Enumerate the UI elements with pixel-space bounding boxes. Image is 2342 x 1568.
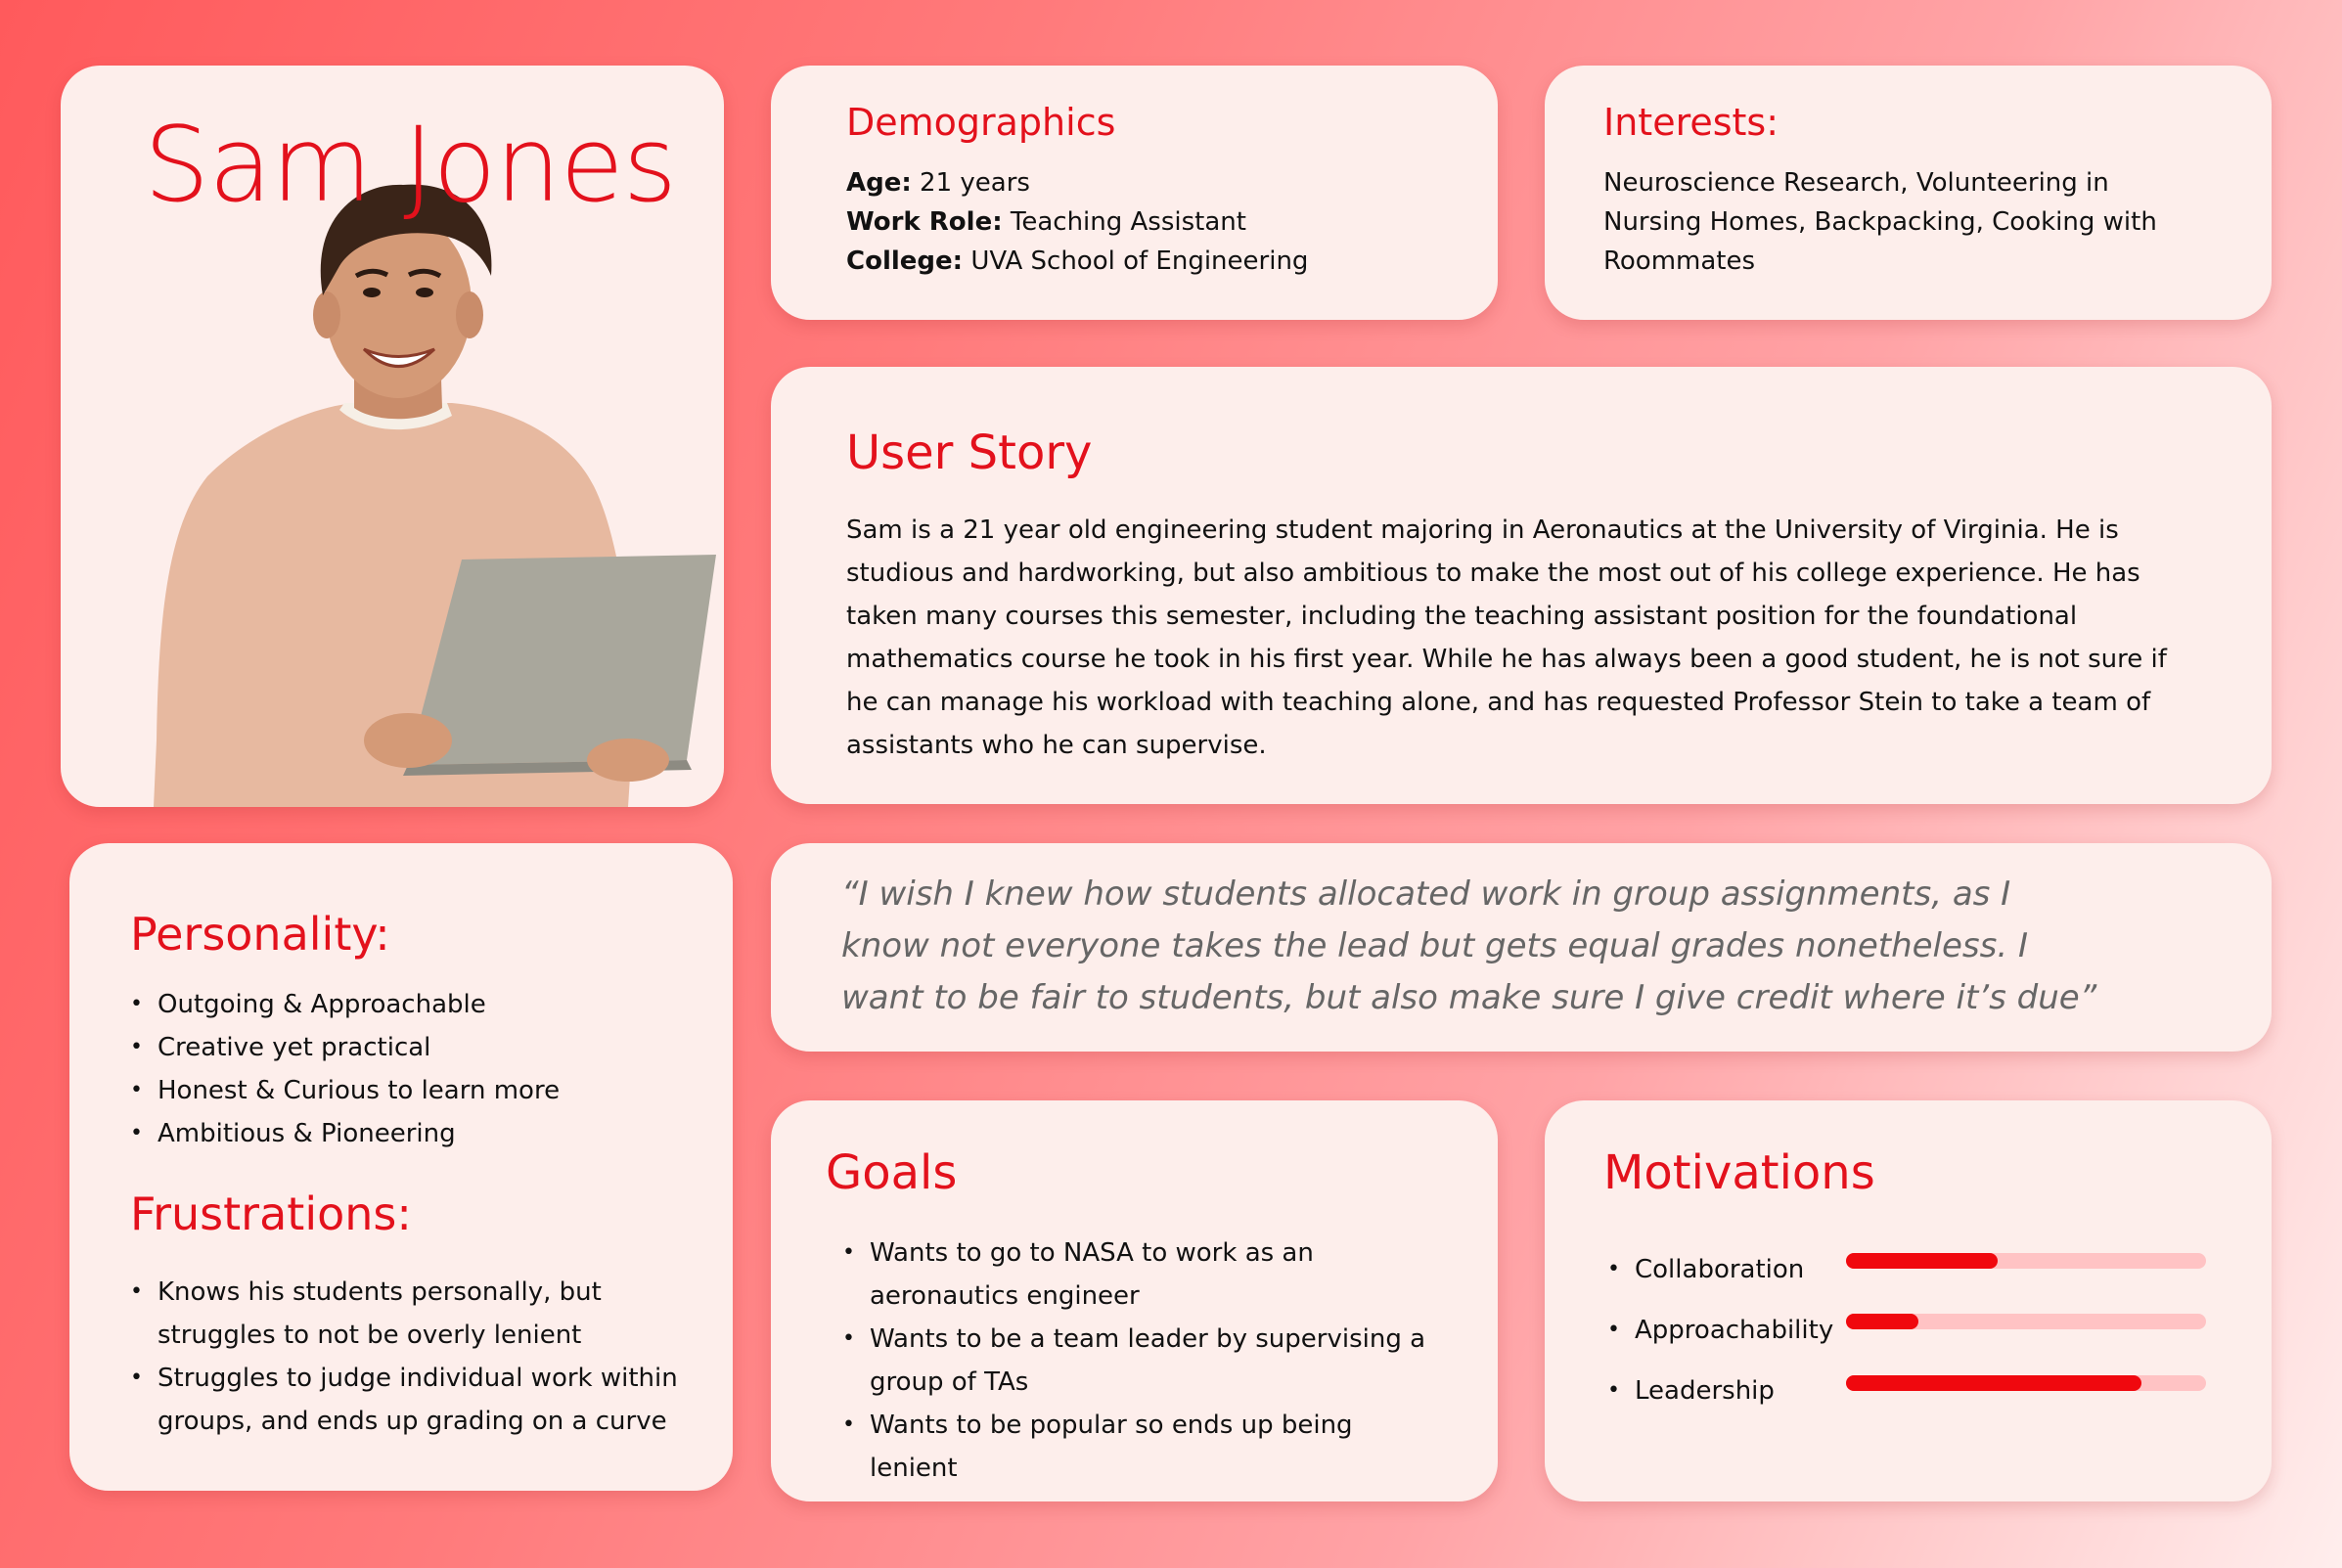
- demographics-title: Demographics: [846, 101, 1116, 144]
- role-label: Work Role:: [846, 207, 1003, 237]
- list-item: • Wants to be popular so ends up being lenient: [842, 1404, 1429, 1490]
- approachability-bar-fill: [1846, 1314, 1918, 1329]
- personality-list: [130, 983, 707, 1155]
- list-item: • Wants to go to NASA to work as an aeronautics engineer: [842, 1232, 1429, 1318]
- approachability-bar: [1846, 1314, 2206, 1329]
- leadership-bar-fill: [1846, 1375, 2141, 1391]
- list-item: • Leadership: [1607, 1361, 1901, 1421]
- motivations-title: Motivations: [1603, 1145, 1875, 1200]
- interests-card: [1545, 66, 2272, 320]
- list-item: • Struggles to judge individual work within groups, and ends up grading on a curve: [130, 1357, 678, 1443]
- frustrations-title: Frustrations:: [130, 1187, 412, 1240]
- leadership-bar: [1846, 1375, 2206, 1391]
- list-item: • Wants to be a team leader by supervising a group of TAs: [842, 1318, 1429, 1404]
- role-value: Teaching Assistant: [1010, 207, 1246, 237]
- collaboration-bar: [1846, 1253, 2206, 1269]
- interests-title: Interests:: [1603, 101, 1779, 144]
- list-item: • Collaboration: [1607, 1239, 1901, 1300]
- profile-card: [61, 66, 724, 807]
- demographics-list: [846, 163, 1308, 281]
- personality-card: [69, 843, 733, 1491]
- personality-title: Personality:: [130, 908, 390, 961]
- list-item: • Creative yet practical: [130, 1026, 707, 1069]
- persona-name: Sam Jones: [144, 105, 676, 225]
- list-item: • Outgoing & Approachable: [130, 983, 707, 1026]
- list-item: • Ambitious & Pioneering: [130, 1112, 707, 1155]
- age-label: Age:: [846, 168, 912, 198]
- college-row: [846, 242, 1308, 281]
- college-value: UVA School of Engineering: [970, 246, 1309, 276]
- motivations-card: [1545, 1100, 2272, 1501]
- role-row: [846, 202, 1308, 242]
- demographics-card: [771, 66, 1498, 320]
- collaboration-bar-fill: [1846, 1253, 1998, 1269]
- age-value: 21 years: [920, 168, 1030, 198]
- list-item: • Honest & Curious to learn more: [130, 1069, 707, 1112]
- age-row: [846, 163, 1308, 202]
- quote-text: “I wish I knew how students allocated work in group assignments, as I know not everyone takes the lead but gets equal grades nonetheless. I want to be fair to students, but also make sure I give credit where it’s due”: [841, 874, 2097, 1017]
- frustrations-list: [130, 1271, 678, 1443]
- interests-text: Neuroscience Research, Volunteering in Nursing Homes, Backpacking, Cooking with Roommates: [1603, 168, 2157, 276]
- list-item: • Knows his students personally, but struggles to not be overly lenient: [130, 1271, 678, 1357]
- quote-card: [771, 843, 2272, 1052]
- college-label: College:: [846, 246, 964, 276]
- goals-title: Goals: [826, 1145, 958, 1200]
- goals-list: [842, 1232, 1429, 1490]
- user-story-card: [771, 367, 2272, 804]
- user-story-title: User Story: [846, 426, 1093, 480]
- goals-card: [771, 1100, 1498, 1501]
- list-item: • Approachability: [1607, 1300, 1901, 1361]
- user-story-text: Sam is a 21 year old engineering student majoring in Aeronautics at the University of Virginia. He is studious and hardworking, but also ambitious to make the most out of his college experience. He has taken many courses this semester, including the teaching assistant position for the foundational mathematics course he took in his first year. While he has always been a good student, he is not sure if he can manage his workload with teaching alone, and has requested Professor Stein to take a team of assistants who he can supervise.: [846, 515, 2167, 760]
